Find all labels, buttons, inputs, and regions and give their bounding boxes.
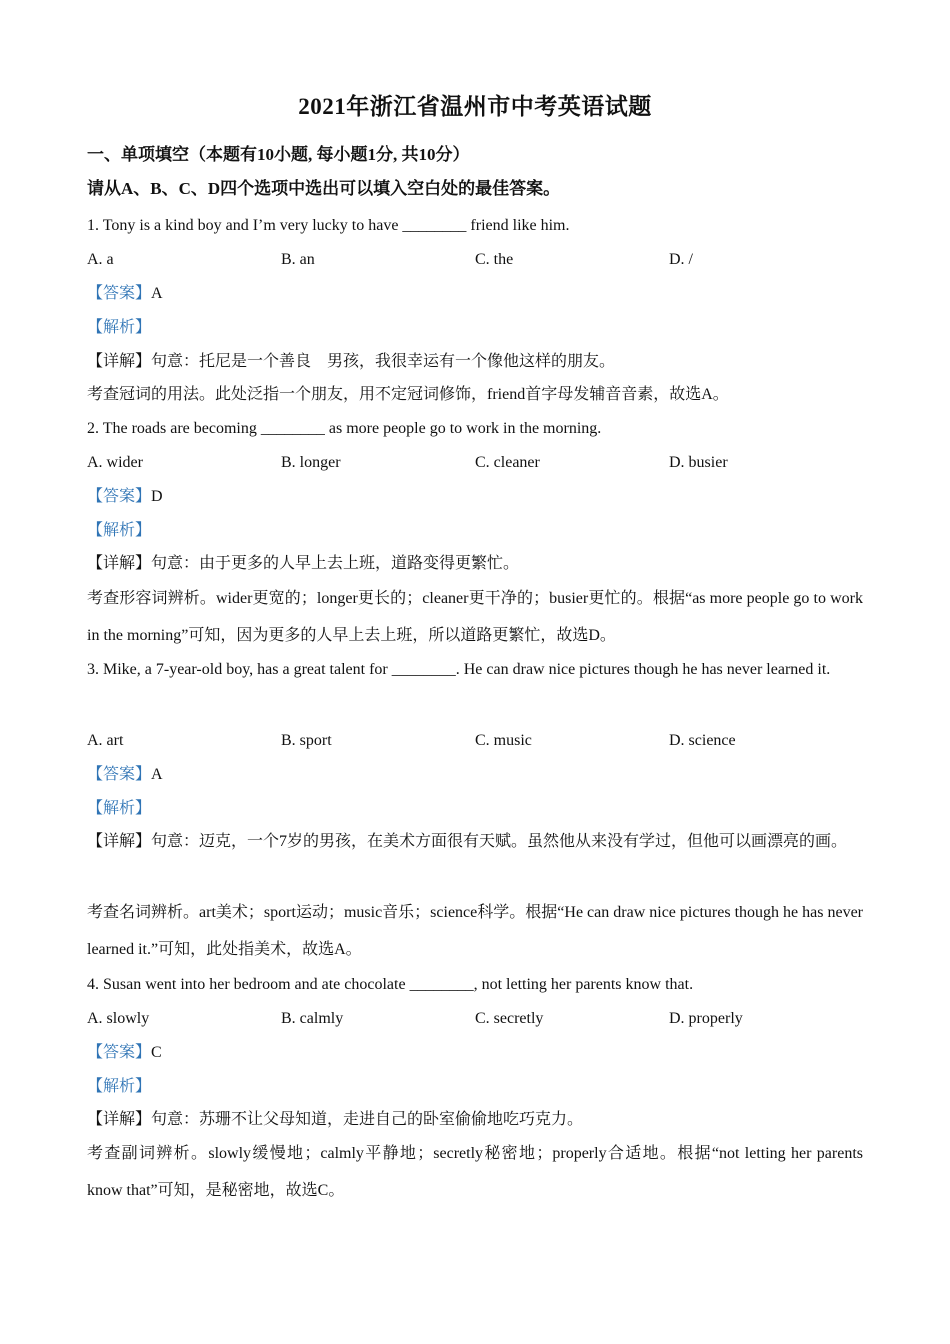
explain-text: 考查副词辨析。slowly缓慢地；calmly平静地；secretly秘密地；properly合适地。根据“not letting her parents know that”可知，是秘密地，故选C。 — [87, 1145, 863, 1199]
option-b: B. longer — [281, 454, 341, 471]
option-b: B. calmly — [281, 1010, 344, 1027]
analysis-tag: 【解析】 — [87, 800, 152, 817]
answer-line — [87, 283, 867, 305]
answer-tag: 【答案】 — [87, 285, 152, 302]
answer-value: A — [151, 285, 163, 302]
option-a: A. slowly — [87, 1010, 150, 1027]
answer-tag: 【答案】 — [87, 488, 152, 505]
section-instruction: 请从A、B、C、D四个选项中选出可以填入空白处的最佳答案。 — [87, 179, 561, 198]
question-options — [87, 249, 867, 271]
option-c: C. the — [475, 251, 514, 268]
option-c: C. music — [475, 732, 532, 749]
explain-text: 考查名词辨析。art美术；sport运动；music音乐；science科学。根据“He can draw nice pictures though he has never learned it.”可知，此处指美术，故选A。 — [87, 904, 863, 958]
detail-text: 【详解】句意：苏珊不让父母知道，走进自己的卧室偷偷地吃巧克力。 — [87, 1111, 584, 1128]
explain-text: 考查冠词的用法。此处泛指一个朋友，用不定冠词修饰，friend首字母发辅音音素，故选A。 — [87, 386, 729, 403]
answer-tag: 【答案】 — [87, 1044, 152, 1061]
analysis-line — [87, 317, 867, 339]
answer-value: A — [151, 766, 163, 783]
section-heading: 一、单项填空（本题有10小题, 每小题1分, 共10分） — [87, 145, 470, 164]
option-a: A. art — [87, 732, 124, 749]
detail-text: 【详解】句意：托尼是一个善良 男孩，我很幸运有一个像他这样的朋友。 — [87, 353, 616, 370]
option-b: B. sport — [281, 732, 332, 749]
question-options — [87, 452, 867, 474]
question-stem: 3. Mike, a 7-year-old boy, has a great talent for ________. He can draw nice pictures though he has never learned it. — [87, 661, 831, 678]
option-c: C. cleaner — [475, 454, 540, 471]
question-stem: 4. Susan went into her bedroom and ate chocolate ________, not letting her parents know that. — [87, 976, 694, 993]
answer-line — [87, 764, 867, 786]
analysis-tag: 【解析】 — [87, 1078, 152, 1095]
answer-value: D — [151, 488, 163, 505]
detail-text: 【详解】句意：迈克，一个7岁的男孩，在美术方面很有天赋。虽然他从来没有学过，但他可以画漂亮的画。 — [87, 833, 848, 850]
question-options — [87, 730, 867, 752]
page-title: 2021年浙江省温州市中考英语试题 — [298, 94, 652, 119]
explain-text: 考查形容词辨析。wider更宽的；longer更长的；cleaner更干净的；busier更忙的。根据“as more people go to work in the morning”可知，因为更多的人早上去上班，所以道路更繁忙，故选D。 — [87, 590, 863, 644]
question-stem: 2. The roads are becoming ________ as more people go to work in the morning. — [87, 420, 602, 437]
option-b: B. an — [281, 251, 315, 268]
option-d: D. properly — [669, 1010, 743, 1027]
analysis-line — [87, 798, 867, 820]
detail-text: 【详解】句意：由于更多的人早上去上班，道路变得更繁忙。 — [87, 555, 520, 572]
answer-line — [87, 1042, 867, 1064]
option-d: D. busier — [669, 454, 728, 471]
analysis-line — [87, 520, 867, 542]
option-a: A. a — [87, 251, 114, 268]
analysis-line — [87, 1076, 867, 1098]
question-stem: 1. Tony is a kind boy and I’m very lucky to have ________ friend like him. — [87, 217, 570, 234]
option-d: D. / — [669, 251, 693, 268]
option-d: D. science — [669, 732, 736, 749]
analysis-tag: 【解析】 — [87, 522, 152, 539]
question-options — [87, 1008, 867, 1030]
answer-tag: 【答案】 — [87, 766, 152, 783]
option-a: A. wider — [87, 454, 143, 471]
answer-line — [87, 486, 867, 508]
option-c: C. secretly — [475, 1010, 544, 1027]
answer-value: C — [151, 1044, 162, 1061]
analysis-tag: 【解析】 — [87, 319, 152, 336]
